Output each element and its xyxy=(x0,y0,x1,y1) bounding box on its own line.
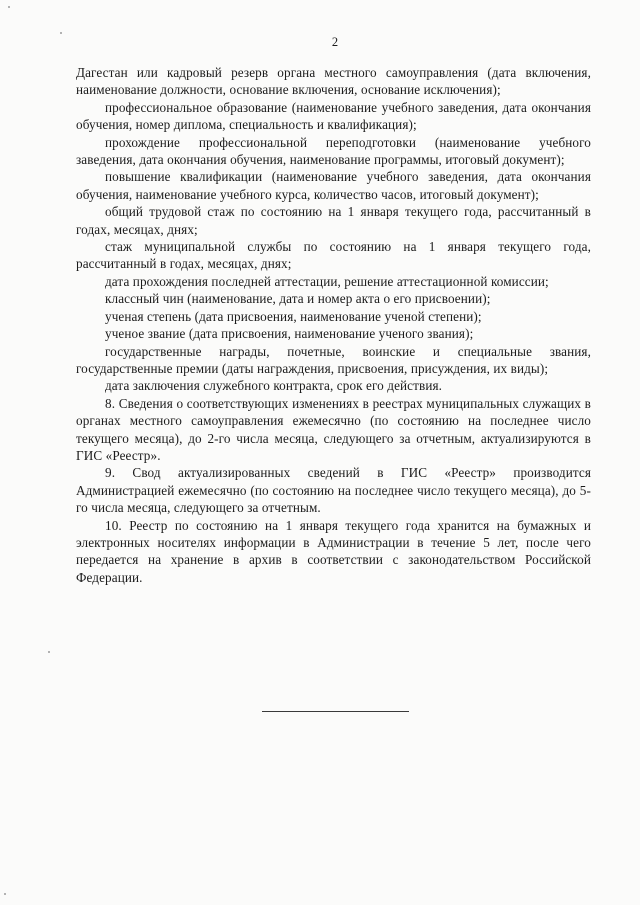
paragraph-attestation: дата прохождения последней аттестации, решение аттестационной комиссии; xyxy=(105,273,549,289)
paragraph-state-awards: государственные награды, почетные, воинские и специальные звания, государственные премии (даты награждения, присвоения, присуждения, их виды); xyxy=(76,343,591,376)
paragraph-qualification-upgrade: повышение квалификации (наименование учебного заведения, дата окончания обучения, наименование учебного курса, количество часов, итоговый документ); xyxy=(76,169,591,202)
scan-mark xyxy=(48,651,50,653)
paragraph-academic-degree: ученая степень (дата присвоения, наименование ученой степени); xyxy=(105,308,482,324)
paragraph-professional-education: профессиональное образование (наименование учебного заведения, дата окончания обучения, номер диплома, специальность и квалификация); xyxy=(76,99,591,133)
scan-mark xyxy=(60,32,62,34)
paragraph-municipal-service-experience: стаж муниципальной службы по состоянию на 1 января текущего года, рассчитанный в годах, месяцах, днях; xyxy=(76,239,591,272)
paragraph-continuation: Дагестан или кадровый резерв органа местного самоуправления (дата включения, наименование должности, основание включения, основание исключения); xyxy=(76,65,591,98)
clause-8: 8. Сведения о соответствующих изменениях в реестрах муниципальных служащих в органах местного самоуправления ежемесячно (по состоянию на последнее число текущего месяца), до 2-го числа месяца, следующего за отчетным, актуализируются в ГИС «Реестр». xyxy=(76,395,591,463)
scan-mark xyxy=(8,6,10,8)
clause-10: 10. Реестр по состоянию на 1 января текущего года хранится на бумажных и электронных носителях информации в Администрации в течение 5 лет, после чего передается на хранение в архив в соответствии с законодательством Российской Федерации. xyxy=(76,517,591,585)
paragraph-service-contract: дата заключения служебного контракта, срок его действия. xyxy=(105,378,443,394)
closing-rule xyxy=(262,711,409,712)
paragraph-academic-title: ученое звание (дата присвоения, наименование ученого звания); xyxy=(105,326,474,342)
paragraph-total-work-experience: общий трудовой стаж по состоянию на 1 января текущего года, рассчитанный в годах, месяцах, днях; xyxy=(76,204,591,237)
document-body xyxy=(76,64,591,586)
page-number: 2 xyxy=(331,35,339,49)
paragraph-class-rank: классный чин (наименование, дата и номер акта о его присвоении); xyxy=(105,291,491,307)
clause-9: 9. Свод актуализированных сведений в ГИС «Реестр» производится Администрацией ежемесячно (по состоянию на последнее число текущего месяца), до 5-го числа месяца, следующего за отчетным. xyxy=(76,465,591,516)
scan-mark xyxy=(4,893,6,895)
paragraph-retraining: прохождение профессиональной переподготовки (наименование учебного заведения, дата окончания обучения, наименование программы, итоговый документ); xyxy=(76,134,591,168)
